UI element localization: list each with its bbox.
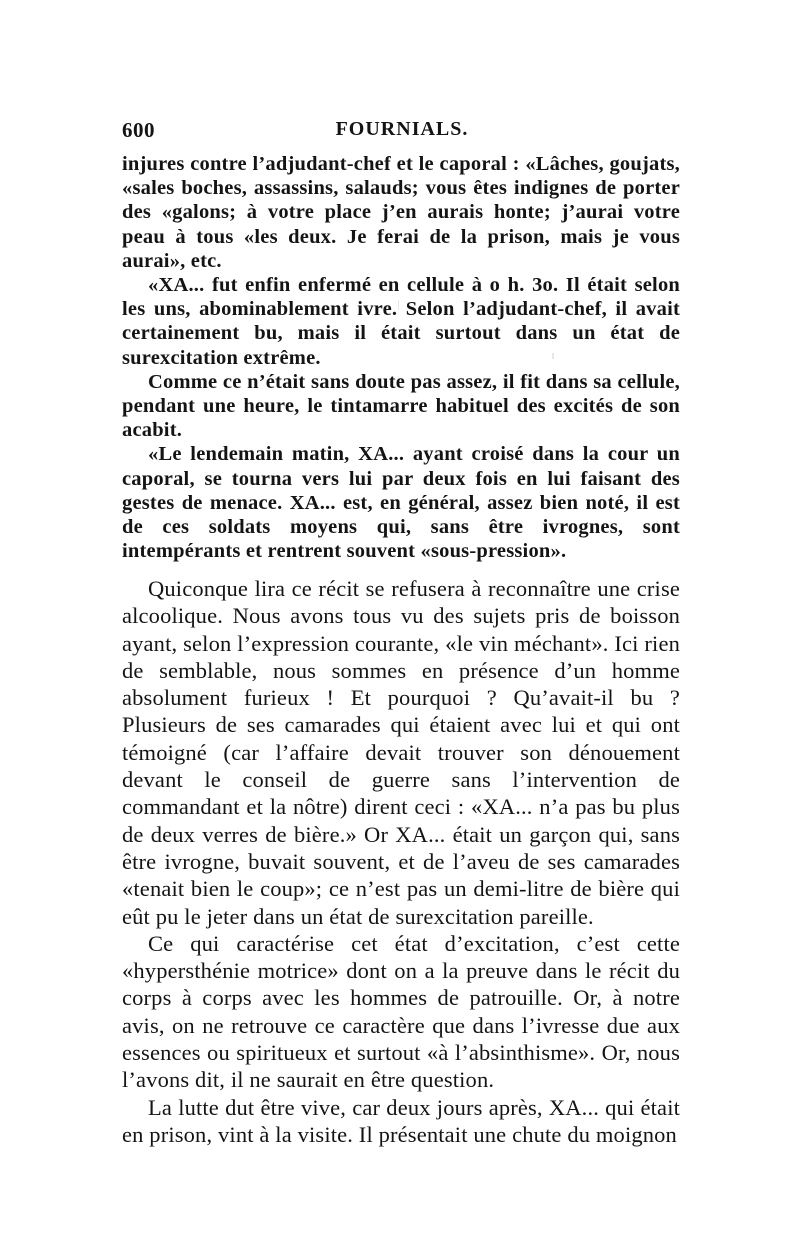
- body-paragraph: Ce qui caractérise cet état d’excitation, c’est cette «hypersthénie motrice» dont on a la preuve dans le récit du corps à corps avec les hommes de patrouille. Or, à notre avis, on ne retrouve ce caractère que dans l’ivresse due aux essences ou spiritueux et surtout «à l’absinthisme». Or, nous l’avons dit, il ne saurait en être question.: [122, 930, 680, 1093]
- scan-speck: [552, 353, 554, 359]
- page-number: 600: [122, 118, 155, 142]
- quoted-report-block: [122, 152, 680, 563]
- quote-paragraph: «XA... fut enfin enfermé en cellule à o h. 3o. Il était selon les uns, abominablement ivre. Selon l’adjudant-chef, il avait certainement bu, mais il était surtout dans un état de surexcitation extrême.: [122, 274, 680, 369]
- quote-paragraph: «Le lendemain matin, XA... ayant croisé dans la cour un caporal, se tourna vers lui par deux fois en lui faisant des gestes de menace. XA... est, en général, assez bien noté, il est de ces soldats moyens qui, sans être ivrognes, sont intempérants et rentrent souvent «sous-pression».: [122, 443, 680, 563]
- running-title: FOURNIALS.: [335, 118, 469, 140]
- quote-paragraph: Comme ce n’était sans doute pas assez, il fit dans sa cellule, pendant une heure, le tintamarre habituel des excités de son acabit.: [122, 370, 680, 442]
- scan-speck: [488, 412, 490, 414]
- quote-paragraph: injures contre l’adjudant-chef et le caporal : «Lâches, goujats, «sales boches, assassins, salauds; vous êtes indignes de porter des «galons; à votre place j’en aurais honte; j’aurai votre peau à tous «les deux. Je ferai de la prison, mais je vous aurai», etc.: [122, 153, 680, 272]
- scan-speck: [398, 300, 399, 310]
- page-header: [122, 118, 682, 148]
- body-paragraph: Quiconque lira ce récit se refusera à reconnaître une crise alcoolique. Nous avons tous vu des sujets pris de boisson ayant, selon l’expression courante, «le vin méchant». Ici rien de semblable, nous sommes en présence d’un homme absolument furieux ! Et pourquoi ? Qu’avait-il bu ? Plusieurs de ses camarades qui étaient avec lui et qui ont témoigné (car l’affaire devait trouver son dénouement devant le conseil de guerre sans l’intervention de commandant et la nôtre) dirent ceci : «XA... n’a pas bu plus de deux verres de bière.» Or XA... était un garçon qui, sans être ivrogne, buvait souvent, et de l’aveu de ses camarades «tenait bien le coup»; ce n’est pas un demi-litre de bière qui eût pu le jeter dans un état de surexcitation pareille.: [122, 576, 680, 929]
- body-paragraph: La lutte dut être vive, car deux jours après, XA... qui était en prison, vint à la visite. Il présentait une chute du moignon: [122, 1094, 680, 1147]
- commentary-block: [122, 575, 680, 1148]
